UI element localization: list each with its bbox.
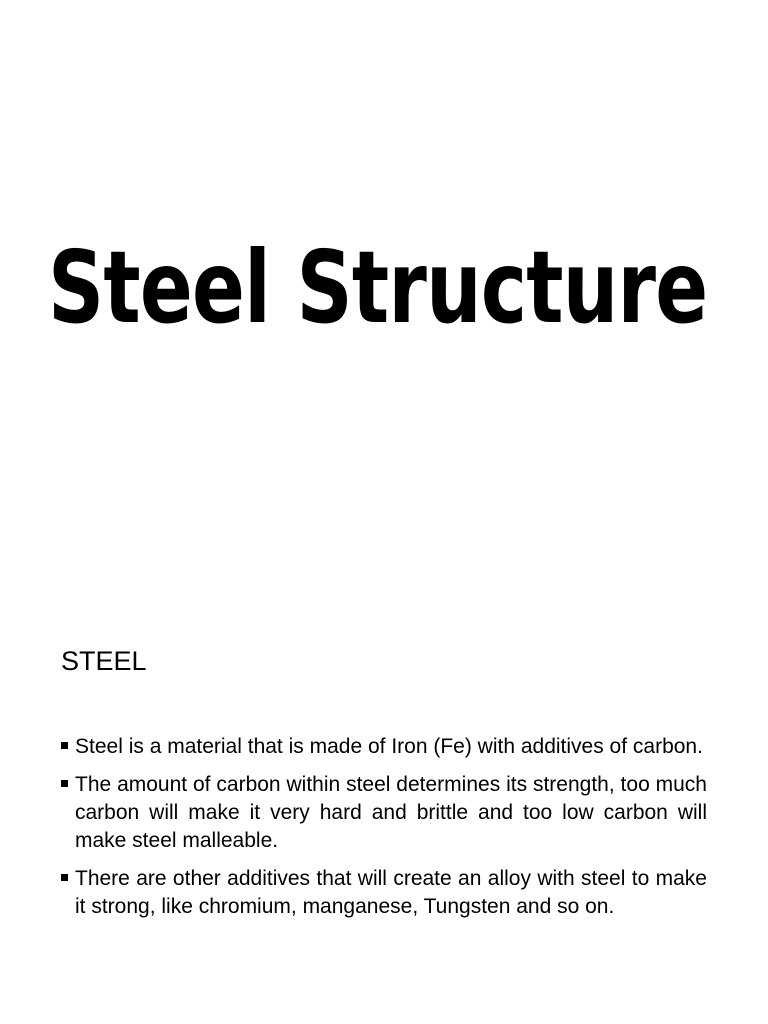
bullet-text: There are other additives that will create an alloy with steel to make it strong, like chromium, manganese, Tungsten and so on.	[75, 867, 707, 918]
bullet-text: Steel is a material that is made of Iron (Fe) with additives of carbon.	[75, 735, 703, 758]
bullet-list	[61, 733, 707, 931]
square-bullet-icon	[61, 874, 68, 881]
slide-title: Steel Structure	[48, 229, 708, 346]
bullet-text: The amount of carbon within steel determines its strength, too much carbon will make it very hard and brittle and too low carbon will make steel malleable.	[75, 773, 707, 852]
bullet-item	[61, 865, 707, 921]
square-bullet-icon	[61, 742, 68, 749]
square-bullet-icon	[61, 780, 68, 787]
section-heading: STEEL	[61, 646, 147, 676]
bullet-item	[61, 771, 707, 855]
bullet-item	[61, 733, 707, 761]
